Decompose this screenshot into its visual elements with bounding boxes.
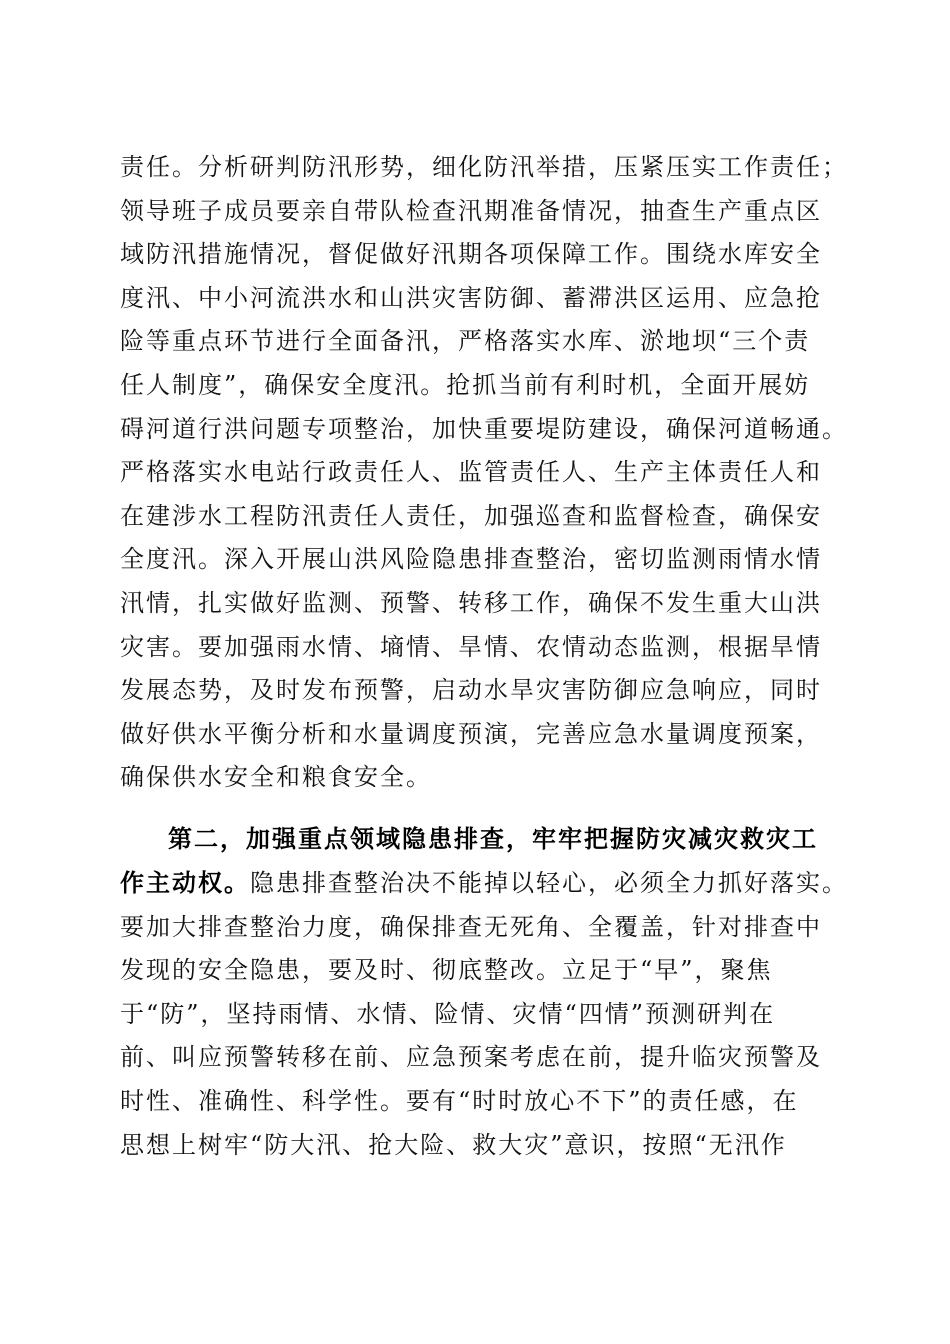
paragraph2-line: 前、叫应预警转移在前、应急预案考虑在前，提升临灾预警及 — [120, 1043, 822, 1071]
paragraph1-line: 度汛、中小河流洪水和山洪灾害防御、蓄滞洪区运用、应急抢 — [120, 284, 822, 312]
paragraph1-line: 做好供水平衡分析和水量调度预演，完善应急水量调度预案， — [120, 720, 822, 748]
paragraph2-line: 于“防”，坚持雨情、水情、险情、灾情“四情”预测研判在 — [120, 1000, 776, 1028]
paragraph2-heading: 第二，加强重点领域隐患排查，牢牢把握防灾减灾救灾工 — [168, 824, 818, 853]
paragraph2-line: 时性、准确性、科学性。要有“时时放心不下”的责任感，在 — [120, 1087, 799, 1115]
paragraph2-line: 思想上树牢“防大汛、抢大险、救大灾”意识，按照“无汛作 — [120, 1131, 787, 1159]
paragraph1-line: 在建涉水工程防汛责任人责任，加强巡查和监督检查，确保安 — [120, 502, 822, 530]
paragraph1-line: 任人制度”，确保安全度汛。抢抓当前有利时机，全面开展妨 — [120, 371, 811, 399]
paragraph1-line: 域防汛措施情况，督促做好汛期各项保障工作。围绕水库安全 — [120, 240, 822, 268]
paragraph1-line: 全度汛。深入开展山洪风险隐患排查整治，密切监测雨情水情 — [120, 545, 822, 573]
paragraph1-line: 发展态势，及时发布预警，启动水旱灾害防御应急响应，同时 — [120, 676, 822, 704]
paragraph2-heading-end: 作主动权。 — [120, 868, 250, 897]
paragraph1-line: 灾害。要加强雨水情、墒情、旱情、农情动态监测，根据旱情 — [120, 633, 822, 661]
paragraph1-line: 确保供水安全和粮食安全。 — [120, 763, 432, 791]
paragraph2-line — [120, 866, 848, 900]
paragraph1-line: 责任。分析研判防汛形势，细化防汛举措，压紧压实工作责任； — [120, 153, 848, 181]
paragraph1-line: 严格落实水电站行政责任人、监管责任人、生产主体责任人和 — [120, 458, 822, 486]
paragraph2-line: 要加大排查整治力度，确保排查无死角、全覆盖，针对排查中 — [120, 913, 822, 941]
paragraph2-line: 发现的安全隐患，要及时、彻底整改。立足于“早”，聚焦 — [120, 956, 773, 984]
paragraph1-line: 汛情，扎实做好监测、预警、转移工作，确保不发生重大山洪 — [120, 589, 822, 617]
paragraph1-line: 碍河道行洪问题专项整治，加快重要堤防建设，确保河道畅通。 — [120, 415, 848, 443]
paragraph1-line: 领导班子成员要亲自带队检查汛期准备情况，抽查生产重点区 — [120, 197, 822, 225]
paragraph2-line-rest: 隐患排查整治决不能掉以轻心，必须全力抓好落实。 — [250, 869, 848, 897]
paragraph1-line: 险等重点环节进行全面备汛，严格落实水库、淤地坝“三个责 — [120, 327, 811, 355]
